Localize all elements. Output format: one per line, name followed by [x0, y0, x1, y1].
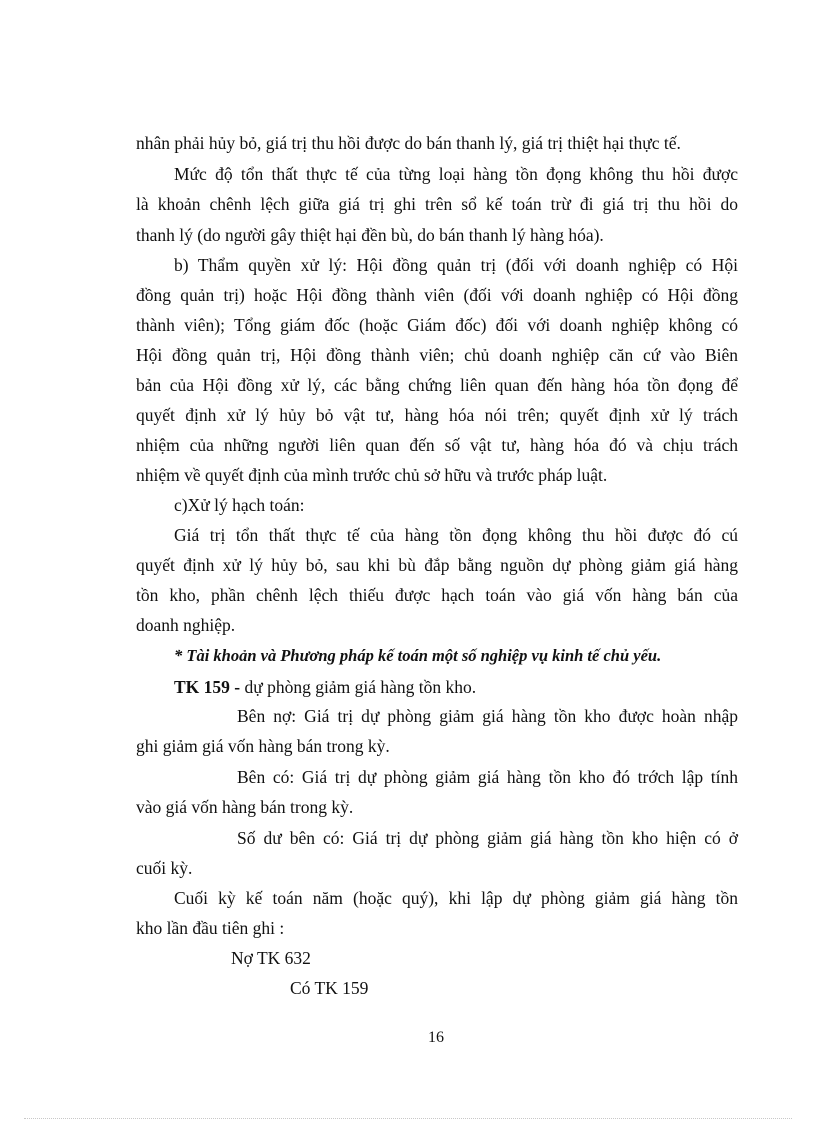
text-line: nhiệm về quyết định của mình trước chủ sở hữu và trước pháp luật.: [136, 465, 608, 485]
text-line: quyết định xử lý hủy bỏ, sau khi bù đắp bằng nguồn dự phòng giảm giá hàng: [136, 555, 738, 575]
account-title: [174, 677, 476, 697]
account-code: TK 159 -: [174, 677, 241, 697]
page-footer-divider: [24, 1118, 792, 1119]
text-line: Hội đồng quản trị, Hội đồng thành viên; chủ doanh nghiệp căn cứ vào Biên: [136, 345, 738, 365]
text-line: nhiệm của những người liên quan đến số vật tư, hàng hóa đó và chịu trách: [136, 435, 738, 455]
account-name: dự phòng giảm giá hàng tồn kho.: [244, 677, 477, 697]
accounting-heading: * Tài khoản và Phương pháp kế toán một số nghiệp vụ kinh tế chủ yếu.: [174, 646, 662, 665]
text-line: quyết định xử lý hủy bỏ vật tư, hàng hóa nói trên; quyết định xử lý trách: [136, 405, 738, 425]
text-line: nhân phải hủy bỏ, giá trị thu hồi được do bán thanh lý, giá trị thiệt hại thực tế.: [136, 133, 681, 153]
text-line: đồng quản trị) hoặc Hội đồng thành viên (đối với doanh nghiệp có Hội đồng: [136, 285, 738, 305]
text-line: Giá trị tổn thất thực tế của hàng tồn đọng không thu hồi được đó cú: [174, 525, 738, 545]
journal-debit-entry: Nợ TK 632: [231, 948, 311, 968]
balance-line: cuối kỳ.: [136, 858, 193, 878]
text-line: bản của Hội đồng xử lý, các bằng chứng liên quan đến hàng hóa tồn đọng để: [136, 375, 738, 395]
text-line: Mức độ tổn thất thực tế của từng loại hàng tồn đọng không thu hồi được: [174, 164, 738, 184]
text-line: doanh nghiệp.: [136, 615, 236, 635]
text-line: b) Thẩm quyền xử lý: Hội đồng quản trị (đối với doanh nghiệp có Hội: [174, 255, 738, 275]
text-line: tồn kho, phần chênh lệch thiếu được hạch toán vào giá vốn hàng bán của: [136, 585, 738, 605]
debit-side-line: Bên nợ: Giá trị dự phòng giảm giá hàng tồn kho được hoàn nhập: [237, 706, 738, 726]
credit-side-line: Bên có: Giá trị dự phòng giảm giá hàng tồn kho đó trớch lập tính: [237, 767, 738, 787]
balance-line: Số dư bên có: Giá trị dự phòng giảm giá hàng tồn kho hiện có ở: [237, 828, 738, 848]
journal-credit-entry: Có TK 159: [290, 978, 369, 998]
page-number: 16: [428, 1029, 444, 1046]
text-line: thanh lý (do người gây thiệt hại đền bù, do bán thanh lý hàng hóa).: [136, 225, 604, 245]
credit-side-line: vào giá vốn hàng bán trong kỳ.: [136, 797, 354, 817]
text-line: thành viên); Tổng giám đốc (hoặc Giám đốc) đối với doanh nghiệp không có: [136, 315, 738, 335]
debit-side-line: ghi giảm giá vốn hàng bán trong kỳ.: [136, 736, 390, 756]
text-line: Cuối kỳ kế toán năm (hoặc quý), khi lập dự phòng giảm giá hàng tồn: [174, 888, 738, 908]
text-line: là khoản chênh lệch giữa giá trị ghi trên sổ kế toán trừ đi giá trị thu hồi do: [136, 194, 738, 214]
section-heading: c)Xử lý hạch toán:: [174, 495, 305, 515]
text-line: kho lần đầu tiên ghi :: [136, 918, 285, 938]
